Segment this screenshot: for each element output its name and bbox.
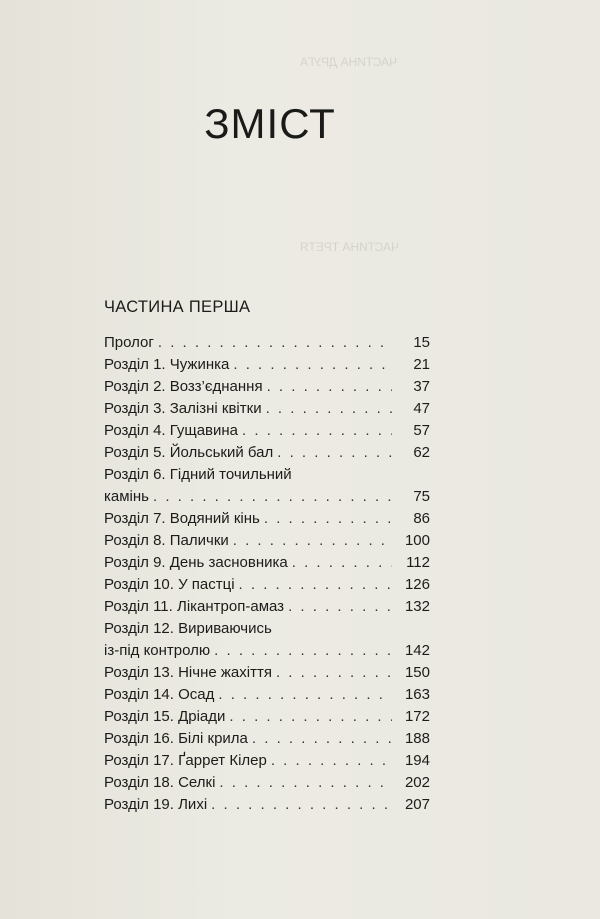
toc-entry-label: Розділ 3. Залізні квітки xyxy=(104,400,262,417)
dot-leader xyxy=(242,420,392,442)
dot-leader xyxy=(211,794,392,816)
dot-leader xyxy=(266,398,392,420)
dot-leader xyxy=(233,530,392,552)
toc-entry-label: Розділ 16. Білі крила xyxy=(104,730,248,747)
toc-entry xyxy=(104,706,430,728)
toc-page-number: 207 xyxy=(404,796,430,813)
dot-leader xyxy=(239,574,392,596)
dot-leader xyxy=(277,442,392,464)
toc-entry-label: Пролог xyxy=(104,334,154,351)
toc-entry-label: Розділ 1. Чужинка xyxy=(104,356,230,373)
toc-entry xyxy=(104,508,430,530)
toc-entry-label: Розділ 13. Нічне жахіття xyxy=(104,664,272,681)
toc-page-number: 172 xyxy=(404,708,430,725)
toc-page-number: 163 xyxy=(404,686,430,703)
dot-leader xyxy=(158,332,392,354)
bleed-through: ЧАСТИНА ДРУГА xyxy=(300,55,398,69)
toc-page-number: 112 xyxy=(406,554,430,571)
dot-leader xyxy=(218,684,392,706)
toc-entry xyxy=(104,794,430,816)
toc-entry-label: Розділ 15. Дріади xyxy=(104,708,226,725)
table-of-contents xyxy=(104,332,430,816)
dot-leader xyxy=(264,508,392,530)
toc-entry-label: Розділ 18. Селкі xyxy=(104,774,216,791)
toc-page-number: 132 xyxy=(404,598,430,615)
toc-entry xyxy=(104,442,430,464)
toc-entry xyxy=(104,728,430,750)
toc-page-number: 100 xyxy=(404,532,430,549)
toc-page-number: 86 xyxy=(413,510,430,527)
toc-page-number: 142 xyxy=(404,642,430,659)
toc-entry-label: Розділ 9. День засновника xyxy=(104,554,288,571)
toc-entry xyxy=(104,530,430,552)
toc-entry xyxy=(104,376,430,398)
toc-entry xyxy=(104,420,430,442)
toc-entry xyxy=(104,772,430,794)
toc-page-number: 194 xyxy=(404,752,430,769)
toc-entry-label: Розділ 11. Лікантроп-амаз xyxy=(104,598,285,615)
toc-entry xyxy=(104,574,430,596)
toc-entry-label: із-під контролю xyxy=(104,642,211,659)
dot-leader xyxy=(276,662,392,684)
toc-entry-line xyxy=(104,618,430,640)
dot-leader xyxy=(233,354,392,376)
toc-entry-label: Розділ 14. Осад xyxy=(104,686,215,703)
toc-page-number: 15 xyxy=(413,334,430,351)
toc-entry-label: Розділ 4. Гущавина xyxy=(104,422,239,439)
toc-entry xyxy=(104,552,430,574)
toc-entry xyxy=(104,640,430,662)
bleed-through: ЧАСТИНА ТРЕТЯ xyxy=(300,240,400,254)
toc-entry xyxy=(104,596,430,618)
toc-entry-label: Розділ 6. Гідний точильний xyxy=(104,466,292,483)
toc-page-number: 150 xyxy=(404,664,430,681)
toc-entry-label: камінь xyxy=(104,488,149,505)
toc-page-number: 37 xyxy=(413,378,430,395)
toc-entry-label: Розділ 8. Палички xyxy=(104,532,229,549)
part-heading: ЧАСТИНА ПЕРША xyxy=(104,298,251,316)
toc-entry-label: Розділ 7. Водяний кінь xyxy=(104,510,260,527)
dot-leader xyxy=(271,750,392,772)
toc-entry xyxy=(104,750,430,772)
toc-page-number: 47 xyxy=(413,400,430,417)
dot-leader xyxy=(219,772,392,794)
toc-entry-label: Розділ 10. У пастці xyxy=(104,576,235,593)
toc-entry-label: Розділ 17. Ґаррет Кілер xyxy=(104,752,267,769)
toc-entry xyxy=(104,332,430,354)
dot-leader xyxy=(229,706,392,728)
toc-page-number: 188 xyxy=(404,730,430,747)
dot-leader xyxy=(153,486,392,508)
dot-leader xyxy=(292,552,392,574)
toc-entry xyxy=(104,354,430,376)
page-title: ЗМІСТ xyxy=(204,100,336,147)
toc-entry xyxy=(104,486,430,508)
toc-page-number: 62 xyxy=(413,444,430,461)
dot-leader xyxy=(214,640,392,662)
toc-entry xyxy=(104,398,430,420)
toc-entry xyxy=(104,662,430,684)
dot-leader xyxy=(288,596,392,618)
dot-leader xyxy=(267,376,392,398)
toc-page-number: 202 xyxy=(404,774,430,791)
toc-entry xyxy=(104,684,430,706)
toc-page-number: 21 xyxy=(413,356,430,373)
toc-page-number: 57 xyxy=(413,422,430,439)
toc-entry-label: Розділ 19. Лихі xyxy=(104,796,208,813)
toc-page-number: 75 xyxy=(413,488,430,505)
toc-entry-label: Розділ 5. Йольський бал xyxy=(104,444,274,461)
dot-leader xyxy=(252,728,392,750)
toc-entry-line xyxy=(104,464,430,486)
toc-entry-label: Розділ 2. Возз’єднання xyxy=(104,378,263,395)
toc-page-number: 126 xyxy=(404,576,430,593)
toc-entry-label: Розділ 12. Вириваючись xyxy=(104,620,272,637)
